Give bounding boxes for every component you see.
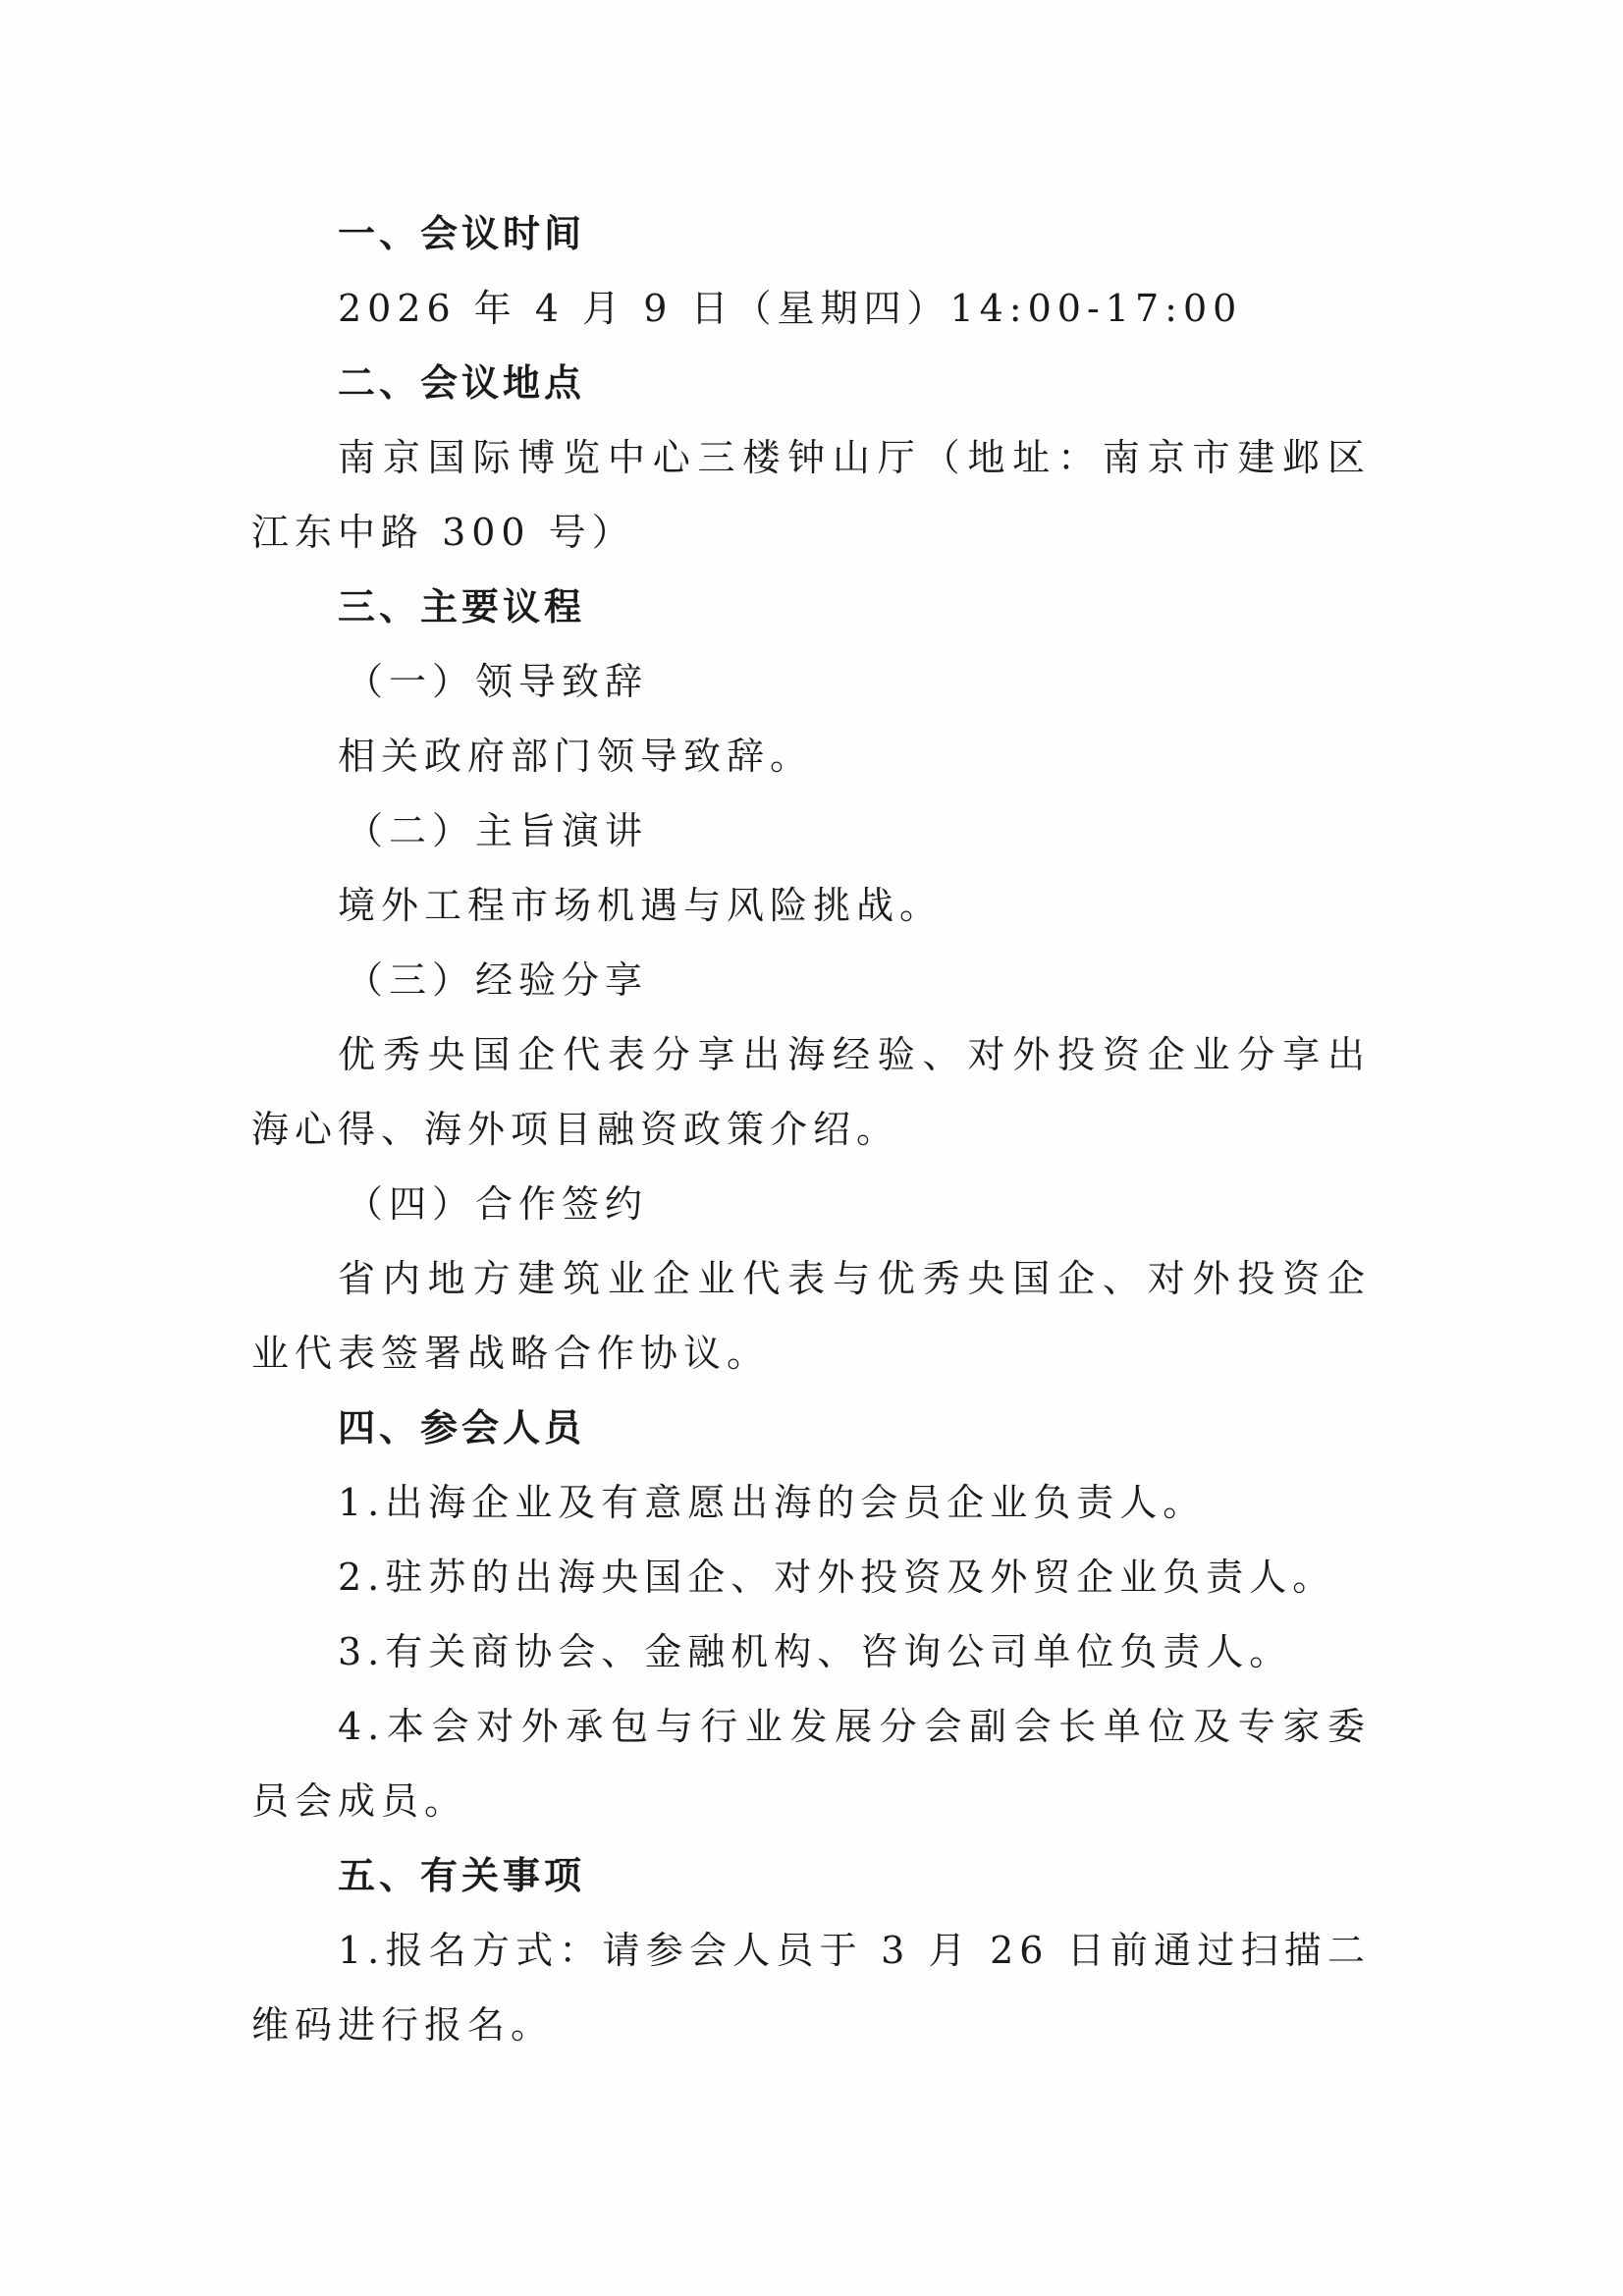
meeting-time-text: 2026 年 4 月 9 日（星期四）14:00-17:00 — [338, 287, 1243, 330]
meeting-location-text: 南京国际博览中心三楼钟山厅（地址：南京市建邺区江东中路 300 号） — [251, 436, 1371, 554]
attendee-item: 4.本会对外承包与行业发展分会副会长单位及专家委员会成员。 — [251, 1705, 1371, 1823]
attendee-item: 3.有关商协会、金融机构、咨询公司单位负责人。 — [338, 1630, 1293, 1673]
agenda-item-body: 境外工程市场机遇与风险挑战。 — [338, 884, 944, 927]
section-heading-matters: 五、有关事项 — [338, 1854, 586, 1897]
agenda-item-body: 相关政府部门领导致辞。 — [338, 735, 814, 778]
section-heading-agenda: 三、主要议程 — [338, 585, 586, 629]
agenda-item-body: 优秀央国企代表分享出海经验、对外投资企业分享出海心得、海外项目融资政策介绍。 — [251, 1033, 1371, 1151]
attendee-item: 2.驻苏的出海央国企、对外投资及外贸企业负责人。 — [338, 1556, 1336, 1599]
section-heading-location: 二、会议地点 — [338, 361, 586, 405]
attendee-item: 1.出海企业及有意愿出海的会员企业负责人。 — [338, 1481, 1207, 1524]
agenda-item-title: （一）领导致辞 — [346, 660, 649, 703]
section-heading-attendees: 四、参会人员 — [338, 1406, 586, 1449]
document-body — [251, 196, 1371, 2062]
section-heading-time: 一、会议时间 — [338, 212, 586, 255]
agenda-item-body: 省内地方建筑业企业代表与优秀央国企、对外投资企业代表签署战略合作协议。 — [251, 1257, 1371, 1375]
agenda-item-title: （三）经验分享 — [346, 958, 649, 1002]
agenda-item-title: （四）合作签约 — [346, 1182, 649, 1226]
matter-item: 1.报名方式：请参会人员于 3 月 26 日前通过扫描二维码进行报名。 — [251, 1929, 1371, 2047]
agenda-item-title: （二）主旨演讲 — [346, 809, 649, 852]
